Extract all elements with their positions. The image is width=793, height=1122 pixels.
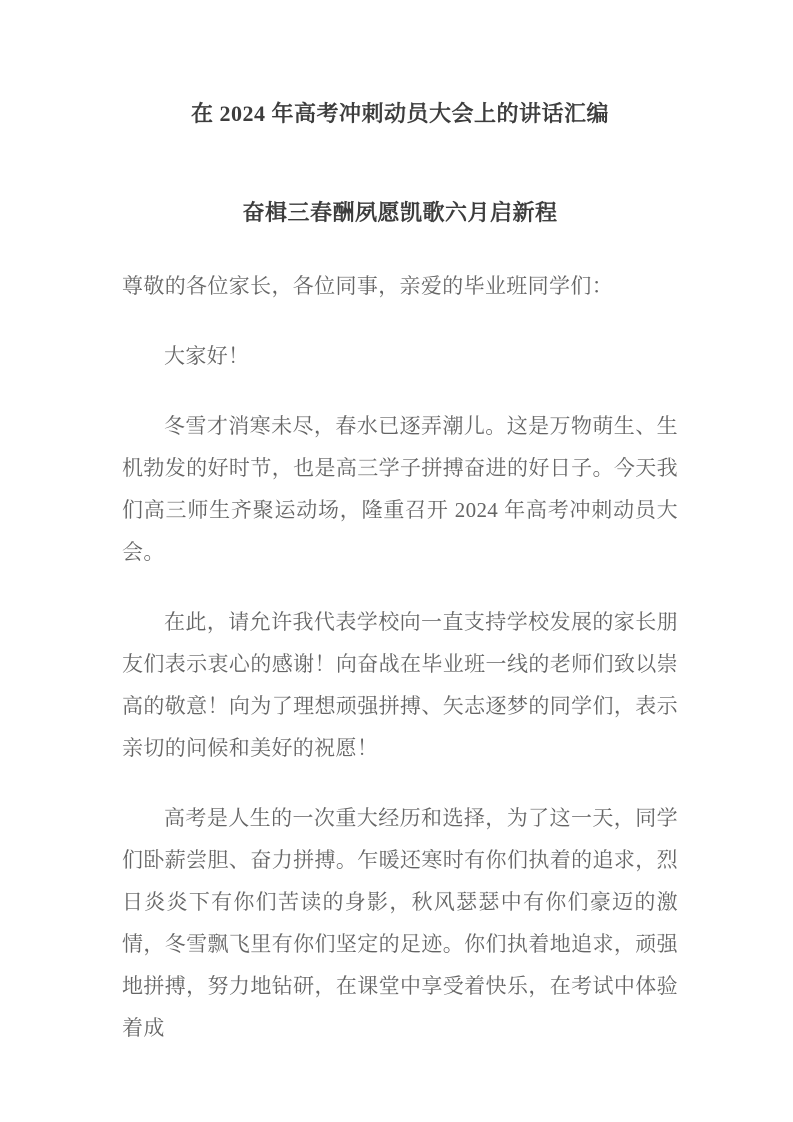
body-paragraph: 高考是人生的一次重大经历和选择，为了这一天，同学们卧薪尝胆、奋力拼搏。乍暖还寒时有你们执着的追求，烈日炎炎下有你们苦读的身影，秋风瑟瑟中有你们豪迈的激情，冬雪飘飞里有你们坚定的足迹。你们执着地追求，顽强地拼搏，努力地钻研，在课堂中享受着快乐，在考试中体验着成 <box>122 806 678 1040</box>
greeting-paragraph: 大家好！ <box>164 344 250 368</box>
salutation-paragraph: 尊敬的各位家长，各位同事，亲爱的毕业班同学们： <box>122 274 614 298</box>
body-paragraph: 冬雪才消寒未尽，春水已逐弄潮儿。这是万物萌生、生机勃发的好时节，也是高三学子拼搏奋进的好日子。今天我们高三师生齐聚运动场，隆重召开 2024 年高考冲刺动员大会。 <box>122 414 678 564</box>
document-title: 在 2024 年高考冲刺动员大会上的讲话汇编 <box>190 101 609 126</box>
section-heading: 奋楫三春酬夙愿凯歌六月启新程 <box>242 200 558 225</box>
document-body <box>122 265 678 1049</box>
body-paragraph: 在此，请允许我代表学校向一直支持学校发展的家长朋友们表示衷心的感谢！向奋战在毕业班一线的老师们致以崇高的敬意！向为了理想顽强拼搏、矢志逐梦的同学们，表示亲切的问候和美好的祝愿！ <box>122 610 678 760</box>
